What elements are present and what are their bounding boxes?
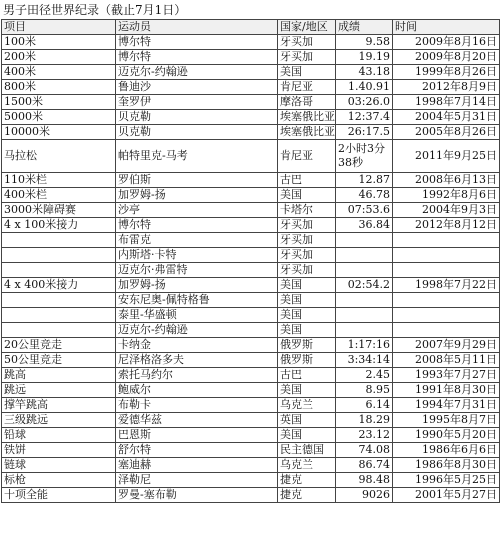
cell-date: 2008年6月13日: [393, 173, 500, 188]
cell-event: 4 x 400米接力: [2, 278, 116, 293]
cell-country: 肯尼亚: [278, 140, 336, 173]
table-row: [2, 323, 500, 338]
cell-result: [336, 248, 393, 263]
cell-date: 1995年8月7日: [393, 413, 500, 428]
cell-athlete: 索托马约尔: [116, 368, 278, 383]
cell-event: 110米栏: [2, 173, 116, 188]
cell-date: 1998年7月14日: [393, 95, 500, 110]
cell-date: 1986年6月6日: [393, 443, 500, 458]
cell-result: 9.58: [336, 35, 393, 50]
cell-event: 十项全能: [2, 488, 116, 503]
cell-country: 古巴: [278, 368, 336, 383]
cell-athlete: 卡纳金: [116, 338, 278, 353]
header-result: 成绩: [336, 20, 393, 35]
cell-country: 埃塞俄比亚: [278, 110, 336, 125]
cell-date: 2001年5月27日: [393, 488, 500, 503]
cell-result: 46.78: [336, 188, 393, 203]
cell-athlete: 内斯塔·卡特: [116, 248, 278, 263]
table-row: [2, 248, 500, 263]
cell-event: [2, 263, 116, 278]
cell-event: 铅球: [2, 428, 116, 443]
cell-date: [393, 323, 500, 338]
cell-date: [393, 263, 500, 278]
cell-result: 98.48: [336, 473, 393, 488]
cell-date: 1994年7月31日: [393, 398, 500, 413]
cell-result: 1:17:16: [336, 338, 393, 353]
cell-result: 02:54.2: [336, 278, 393, 293]
cell-date: [393, 233, 500, 248]
cell-country: 牙买加: [278, 35, 336, 50]
table-row: [2, 443, 500, 458]
cell-country: 美国: [278, 278, 336, 293]
cell-result: [336, 308, 393, 323]
cell-event: 马拉松: [2, 140, 116, 173]
document-title: 男子田径世界纪录（截止7月1日）: [3, 3, 187, 17]
cell-country: 美国: [278, 308, 336, 323]
cell-date: 2008年5月11日: [393, 353, 500, 368]
cell-event: 撑竿跳高: [2, 398, 116, 413]
cell-event: 标枪: [2, 473, 116, 488]
cell-result: 18.29: [336, 413, 393, 428]
header-event: 项目: [2, 20, 116, 35]
records-table-body: [2, 20, 500, 503]
cell-event: 20公里竞走: [2, 338, 116, 353]
cell-date: 2005年8月26日: [393, 125, 500, 140]
cell-country: 美国: [278, 323, 336, 338]
cell-country: 俄罗斯: [278, 353, 336, 368]
table-row: [2, 95, 500, 110]
table-row: [2, 338, 500, 353]
table-row: [2, 308, 500, 323]
cell-athlete: 安东尼奥-佩特格鲁: [116, 293, 278, 308]
cell-athlete: 鲁迪沙: [116, 80, 278, 95]
table-row: [2, 383, 500, 398]
cell-country: 牙买加: [278, 218, 336, 233]
cell-result: [336, 293, 393, 308]
table-row: [2, 188, 500, 203]
cell-country: 捷克: [278, 473, 336, 488]
cell-result: 12.87: [336, 173, 393, 188]
table-row: [2, 473, 500, 488]
cell-country: 摩洛哥: [278, 95, 336, 110]
cell-country: 英国: [278, 413, 336, 428]
cell-athlete: 加罗姆-扬: [116, 188, 278, 203]
cell-event: 10000米: [2, 125, 116, 140]
cell-event: 200米: [2, 50, 116, 65]
table-row: [2, 65, 500, 80]
cell-date: 1992年8月6日: [393, 188, 500, 203]
cell-result: 23.12: [336, 428, 393, 443]
cell-athlete: 巴恩斯: [116, 428, 278, 443]
cell-result: [336, 263, 393, 278]
table-row: [2, 35, 500, 50]
table-row: [2, 233, 500, 248]
cell-athlete: 泽勒尼: [116, 473, 278, 488]
cell-event: 3000米障碍赛: [2, 203, 116, 218]
table-row: [2, 428, 500, 443]
cell-country: 牙买加: [278, 50, 336, 65]
cell-date: 2004年5月31日: [393, 110, 500, 125]
cell-country: 乌克兰: [278, 458, 336, 473]
cell-event: [2, 248, 116, 263]
cell-athlete: 奎罗伊: [116, 95, 278, 110]
cell-event: 5000米: [2, 110, 116, 125]
cell-result: 2小时3分38秒: [336, 140, 393, 173]
cell-event: 400米: [2, 65, 116, 80]
table-row: [2, 80, 500, 95]
cell-event: 铁饼: [2, 443, 116, 458]
cell-result: 19.19: [336, 50, 393, 65]
cell-athlete: 罗曼-塞布勒: [116, 488, 278, 503]
cell-event: 800米: [2, 80, 116, 95]
header-date: 时间: [393, 20, 500, 35]
cell-country: 乌克兰: [278, 398, 336, 413]
cell-result: 9026: [336, 488, 393, 503]
table-row: [2, 110, 500, 125]
table-header-row: [2, 20, 500, 35]
cell-date: 1993年7月27日: [393, 368, 500, 383]
cell-date: 2009年8月20日: [393, 50, 500, 65]
cell-date: 2004年9月3日: [393, 203, 500, 218]
cell-date: 2012年8月12日: [393, 218, 500, 233]
table-row: [2, 293, 500, 308]
cell-event: 跳高: [2, 368, 116, 383]
cell-athlete: 布雷克: [116, 233, 278, 248]
cell-event: [2, 308, 116, 323]
cell-date: [393, 293, 500, 308]
cell-date: 1999年8月26日: [393, 65, 500, 80]
cell-country: 美国: [278, 188, 336, 203]
cell-result: 74.08: [336, 443, 393, 458]
cell-athlete: 爱德华兹: [116, 413, 278, 428]
cell-event: 跳远: [2, 383, 116, 398]
table-row: [2, 173, 500, 188]
cell-result: 03:26.0: [336, 95, 393, 110]
cell-date: 1996年5月25日: [393, 473, 500, 488]
cell-athlete: 博尔特: [116, 35, 278, 50]
cell-result: 2.45: [336, 368, 393, 383]
cell-result: 43.18: [336, 65, 393, 80]
cell-event: 400米栏: [2, 188, 116, 203]
cell-event: [2, 233, 116, 248]
cell-date: 1990年5月20日: [393, 428, 500, 443]
table-row: [2, 458, 500, 473]
table-row: [2, 50, 500, 65]
cell-result: 26:17.5: [336, 125, 393, 140]
cell-country: 美国: [278, 65, 336, 80]
cell-date: 1998年7月22日: [393, 278, 500, 293]
cell-result: 07:53.6: [336, 203, 393, 218]
cell-country: 牙买加: [278, 233, 336, 248]
cell-date: 2012年8月9日: [393, 80, 500, 95]
cell-country: 肯尼亚: [278, 80, 336, 95]
cell-result: 12:37.4: [336, 110, 393, 125]
cell-athlete: 布勒卡: [116, 398, 278, 413]
cell-athlete: 塞迪赫: [116, 458, 278, 473]
cell-country: 美国: [278, 293, 336, 308]
table-row: [2, 140, 500, 173]
cell-date: 2009年8月16日: [393, 35, 500, 50]
cell-date: 1991年8月30日: [393, 383, 500, 398]
cell-athlete: 沙亭: [116, 203, 278, 218]
cell-event: 4 x 100米接力: [2, 218, 116, 233]
table-row: [2, 488, 500, 503]
cell-country: 古巴: [278, 173, 336, 188]
table-row: [2, 278, 500, 293]
cell-country: 卡塔尔: [278, 203, 336, 218]
cell-athlete: 加罗姆-扬: [116, 278, 278, 293]
cell-athlete: 帕特里克-马考: [116, 140, 278, 173]
cell-country: 俄罗斯: [278, 338, 336, 353]
cell-result: 3:34:14: [336, 353, 393, 368]
cell-country: 牙买加: [278, 263, 336, 278]
cell-athlete: 迈克尔-约翰逊: [116, 323, 278, 338]
cell-date: 1986年8月30日: [393, 458, 500, 473]
table-row: [2, 398, 500, 413]
cell-date: [393, 308, 500, 323]
cell-athlete: 贝克勒: [116, 110, 278, 125]
table-row: [2, 218, 500, 233]
cell-event: [2, 293, 116, 308]
cell-event: [2, 323, 116, 338]
header-athlete: 运动员: [116, 20, 278, 35]
cell-athlete: 博尔特: [116, 218, 278, 233]
cell-country: 捷克: [278, 488, 336, 503]
cell-event: 1500米: [2, 95, 116, 110]
cell-event: 三级跳远: [2, 413, 116, 428]
table-row: [2, 263, 500, 278]
cell-athlete: 贝克勒: [116, 125, 278, 140]
cell-country: 美国: [278, 383, 336, 398]
table-row: [2, 413, 500, 428]
cell-country: 美国: [278, 428, 336, 443]
cell-athlete: 舒尔特: [116, 443, 278, 458]
cell-country: 民主德国: [278, 443, 336, 458]
table-row: [2, 203, 500, 218]
cell-date: [393, 248, 500, 263]
cell-event: 50公里竞走: [2, 353, 116, 368]
cell-country: 埃塞俄比亚: [278, 125, 336, 140]
cell-date: 2011年9月25日: [393, 140, 500, 173]
cell-athlete: 罗伯斯: [116, 173, 278, 188]
cell-event: 100米: [2, 35, 116, 50]
cell-athlete: 迈克尔·弗雷特: [116, 263, 278, 278]
cell-athlete: 尼泽格洛多夫: [116, 353, 278, 368]
cell-athlete: 迈克尔-约翰逊: [116, 65, 278, 80]
records-table: [1, 19, 500, 503]
cell-athlete: 博尔特: [116, 50, 278, 65]
cell-result: 6.14: [336, 398, 393, 413]
header-country: 国家/地区: [278, 20, 336, 35]
cell-result: 86.74: [336, 458, 393, 473]
cell-result: 1.40.91: [336, 80, 393, 95]
cell-date: 2007年9月29日: [393, 338, 500, 353]
cell-result: 36.84: [336, 218, 393, 233]
cell-country: 牙买加: [278, 248, 336, 263]
cell-athlete: 泰里-华盛顿: [116, 308, 278, 323]
table-row: [2, 353, 500, 368]
table-row: [2, 368, 500, 383]
cell-result: [336, 323, 393, 338]
table-row: [2, 125, 500, 140]
cell-athlete: 鲍威尔: [116, 383, 278, 398]
cell-result: 8.95: [336, 383, 393, 398]
cell-result: [336, 233, 393, 248]
cell-event: 链球: [2, 458, 116, 473]
